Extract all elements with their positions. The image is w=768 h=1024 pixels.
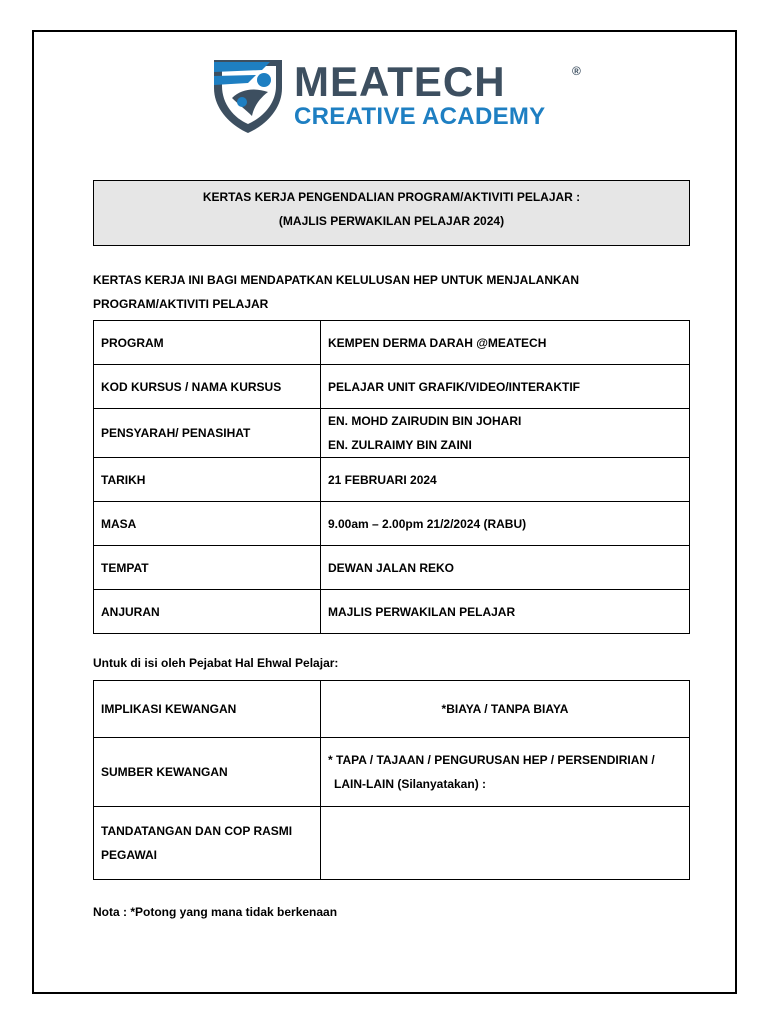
funding-source-line1: * TAPA / TAJAAN / PENGURUSAN HEP / PERSENDIRIAN / xyxy=(328,753,655,767)
row-label: KOD KURSUS / NAMA KURSUS xyxy=(94,365,321,409)
table-row xyxy=(94,365,690,409)
table-row xyxy=(94,681,690,738)
table-row xyxy=(94,458,690,502)
logo-brand-text: MEATECH xyxy=(294,58,506,105)
intro-paragraph xyxy=(93,268,690,316)
logo-subtitle-text: CREATIVE ACADEMY xyxy=(294,103,546,130)
intro-line2: PROGRAM/AKTIVITI PELAJAR xyxy=(93,297,269,311)
table-row xyxy=(94,590,690,634)
row-label xyxy=(94,807,321,880)
row-label: SUMBER KEWANGAN xyxy=(94,738,321,807)
funding-source-line2: LAIN-LAIN (Silanyatakan) : xyxy=(334,777,487,791)
document-title-line2: (MAJLIS PERWAKILAN PELAJAR 2024) xyxy=(278,214,505,228)
row-value: *BIAYA / TANPA BIAYA xyxy=(321,681,690,738)
row-label: TARIKH xyxy=(94,458,321,502)
office-use-table xyxy=(93,680,690,880)
registered-mark: ® xyxy=(572,64,581,78)
row-label: PROGRAM xyxy=(94,321,321,365)
shield-logo-icon xyxy=(212,58,284,134)
row-label: ANJURAN xyxy=(94,590,321,634)
row-value: DEWAN JALAN REKO xyxy=(321,546,690,590)
office-section-label: Untuk di isi oleh Pejabat Hal Ehwal Pelajar: xyxy=(93,656,339,670)
row-label: PENSYARAH/ PENASIHAT xyxy=(94,409,321,458)
table-row xyxy=(94,321,690,365)
row-value xyxy=(321,738,690,807)
footnote: Nota : *Potong yang mana tidak berkenaan xyxy=(93,905,338,919)
table-row xyxy=(94,409,690,458)
table-row xyxy=(94,546,690,590)
document-title-line1: KERTAS KERJA PENGENDALIAN PROGRAM/AKTIVITI PELAJAR : xyxy=(202,190,581,204)
table-row xyxy=(94,502,690,546)
signature-field[interactable] xyxy=(321,807,690,880)
intro-line1: KERTAS KERJA INI BAGI MENDAPATKAN KELULUSAN HEP UNTUK MENJALANKAN xyxy=(93,273,580,287)
row-label: TEMPAT xyxy=(94,546,321,590)
row-value: 21 FEBRUARI 2024 xyxy=(321,458,690,502)
table-row xyxy=(94,807,690,880)
advisor-name-1: EN. MOHD ZAIRUDIN BIN JOHARI xyxy=(328,414,522,428)
row-value: MAJLIS PERWAKILAN PELAJAR xyxy=(321,590,690,634)
table-row xyxy=(94,738,690,807)
row-label: IMPLIKASI KEWANGAN xyxy=(94,681,321,738)
row-value: 9.00am – 2.00pm 21/2/2024 (RABU) xyxy=(321,502,690,546)
signature-label-line2: PEGAWAI xyxy=(101,848,158,862)
row-value: KEMPEN DERMA DARAH @MEATECH xyxy=(321,321,690,365)
signature-label-line1: TANDATANGAN DAN COP RASMI xyxy=(101,824,293,838)
row-value: PELAJAR UNIT GRAFIK/VIDEO/INTERAKTIF xyxy=(321,365,690,409)
row-value xyxy=(321,409,690,458)
advisor-name-2: EN. ZULRAIMY BIN ZAINI xyxy=(328,438,472,452)
program-details-table xyxy=(93,320,690,634)
document-title-box xyxy=(93,180,690,246)
meatech-logo xyxy=(212,58,592,136)
row-label: MASA xyxy=(94,502,321,546)
